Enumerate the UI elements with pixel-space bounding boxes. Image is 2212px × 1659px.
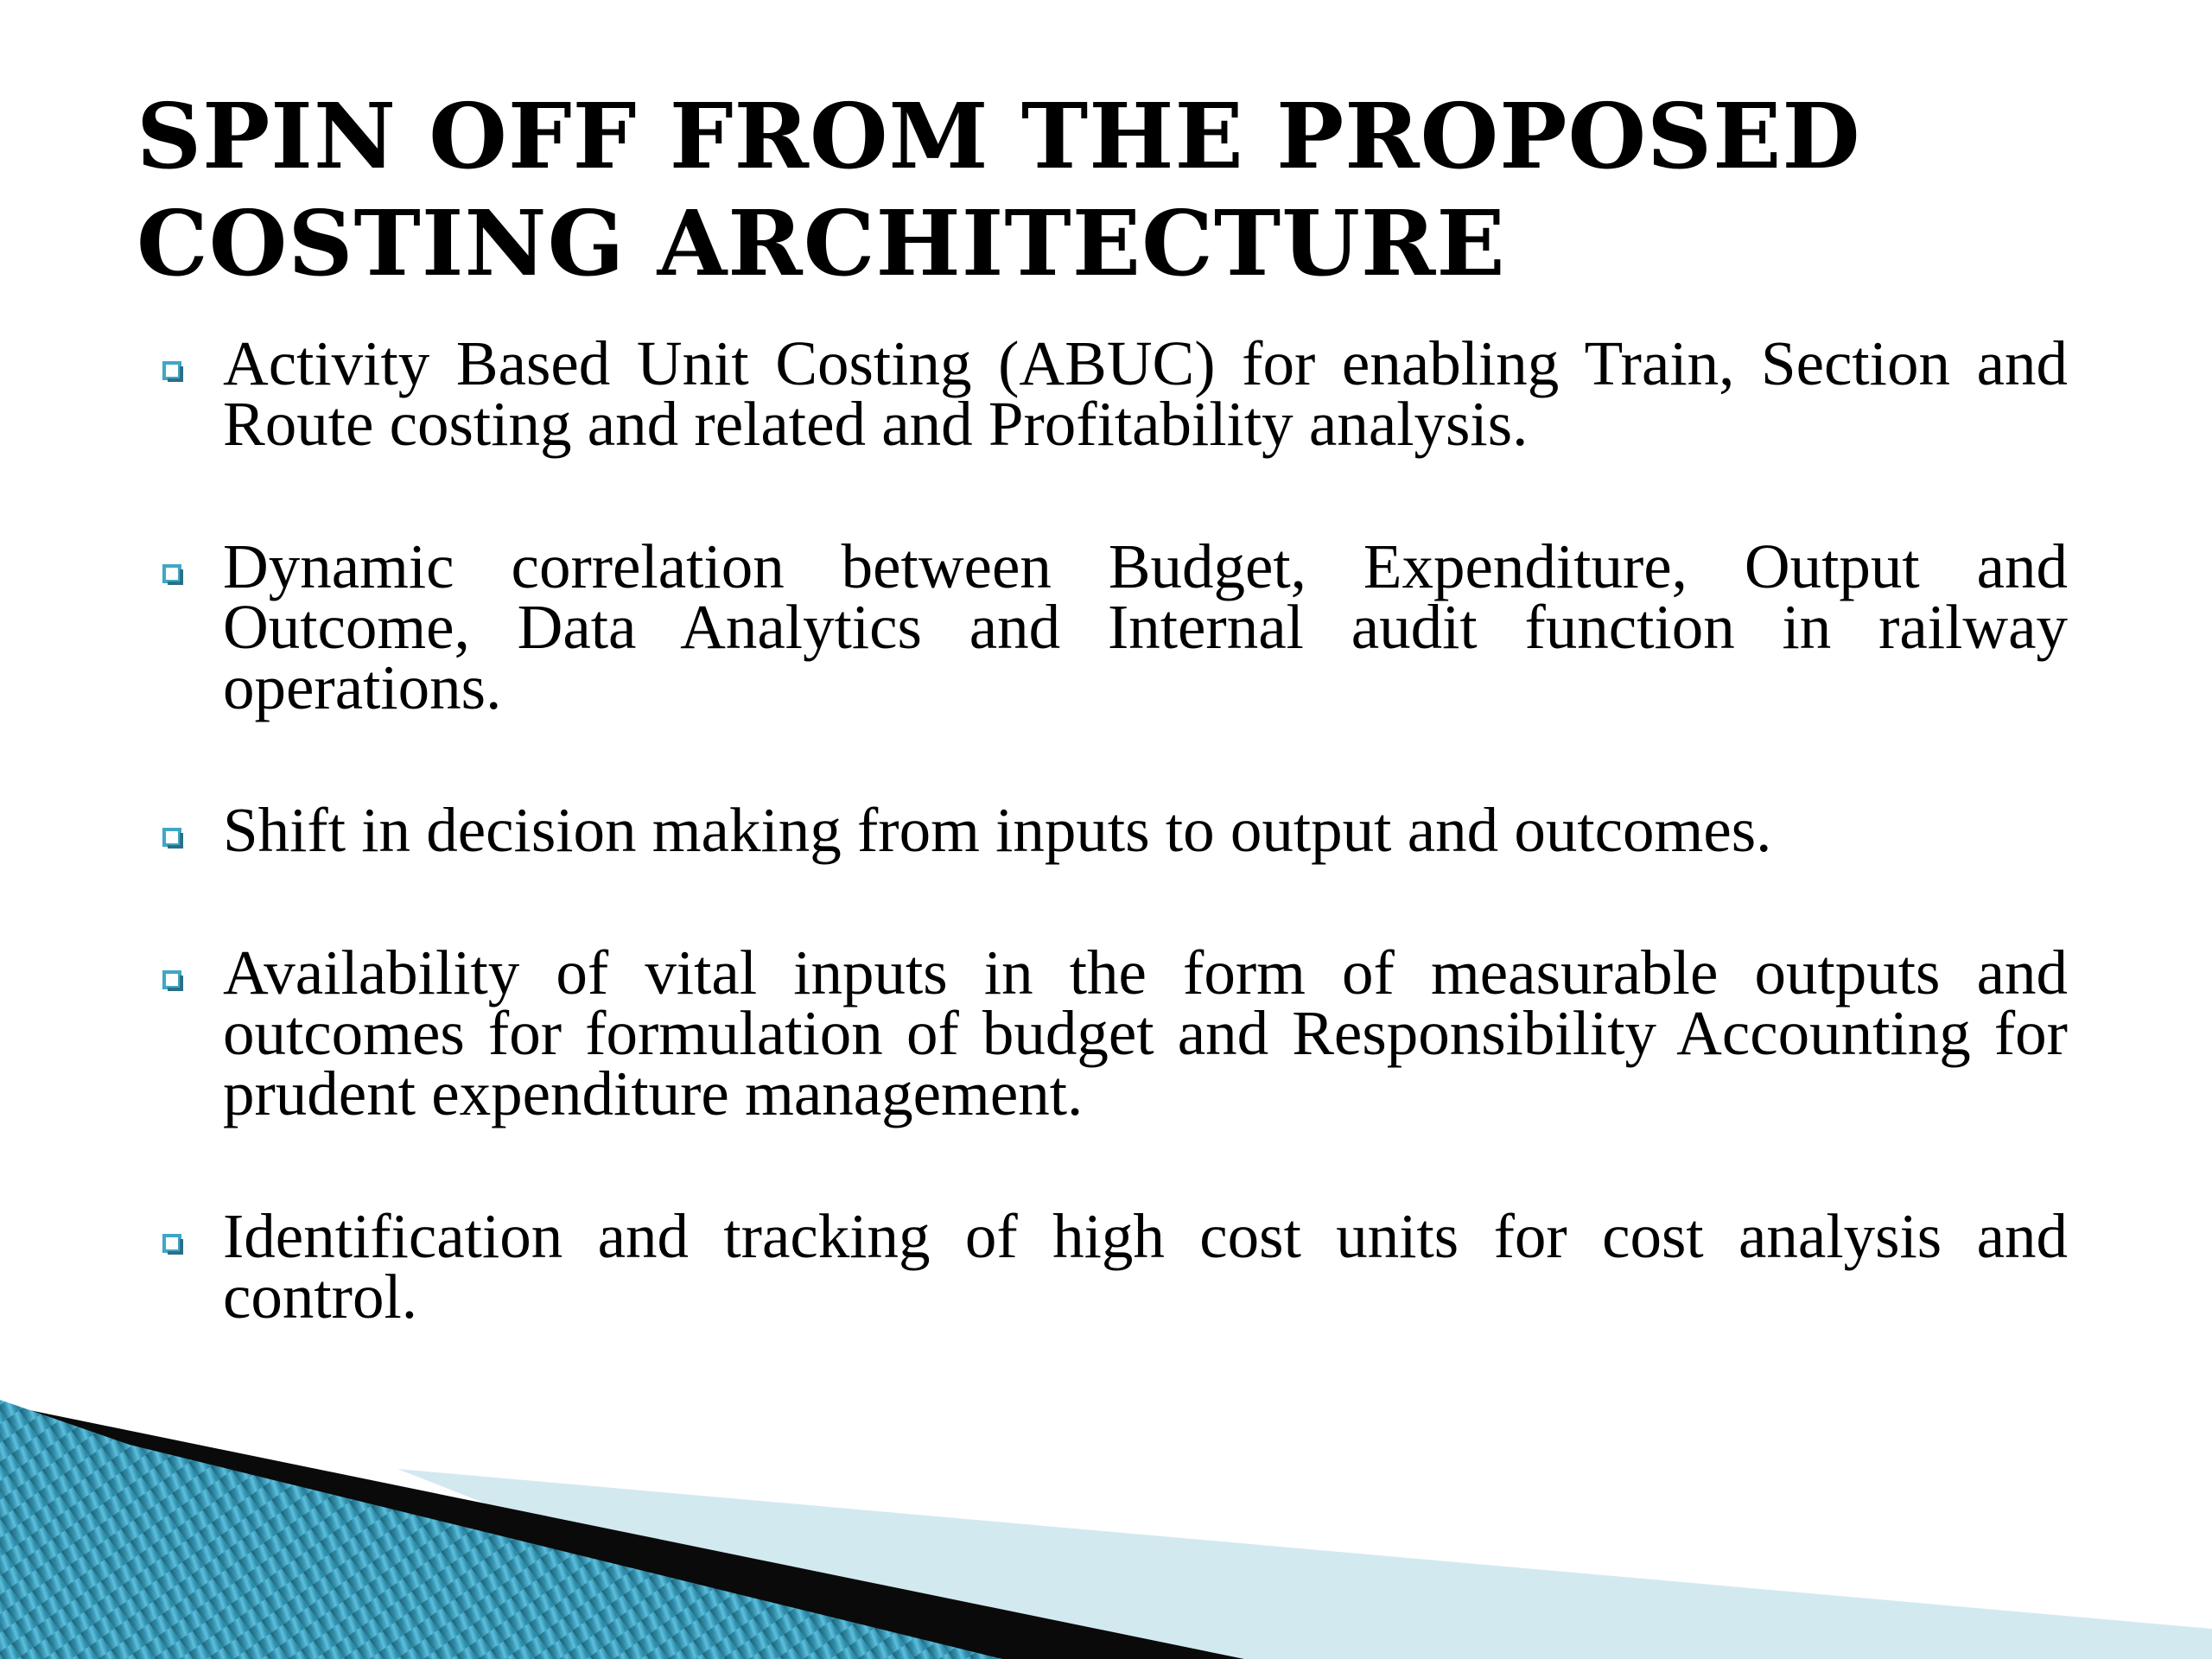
bullet-item (162, 795, 2068, 865)
hollow-square-bullet-icon (162, 361, 185, 384)
hollow-square-bullet-icon (162, 970, 185, 993)
bullet-text: Availability of vital inputs in the form of measurable outputs and outcomes for formulation of budget and Responsibility Accounting for prudent expenditure management. (223, 938, 2068, 1128)
bullet-text: Shift in decision making from inputs to output and outcomes. (223, 795, 1772, 865)
bullet-item (162, 1201, 2068, 1332)
bullet-text: Identification and tracking of high cost units for cost analysis and control. (223, 1201, 2068, 1332)
bullet-item (162, 531, 2068, 722)
bullet-text: Dynamic correlation between Budget, Expenditure, Output and Outcome, Data Analytics and Internal audit function in railway operations. (223, 531, 2068, 722)
bullet-item (162, 938, 2068, 1128)
slide-title-line-2: COSTING ARCHITECTURE (137, 190, 1506, 296)
hollow-square-bullet-icon (162, 564, 185, 587)
bullet-item (162, 328, 2068, 459)
hollow-square-bullet-icon (162, 828, 185, 850)
bullet-list (162, 328, 2068, 1409)
hollow-square-bullet-icon (162, 1234, 185, 1256)
slide-title (137, 83, 2089, 297)
bullet-text: Activity Based Unit Costing (ABUC) for enabling Train, Section and Route costing and related and Profitability analysis. (223, 328, 2068, 459)
slide-title-line-1: SPIN OFF FROM THE PROPOSED (137, 83, 1861, 189)
